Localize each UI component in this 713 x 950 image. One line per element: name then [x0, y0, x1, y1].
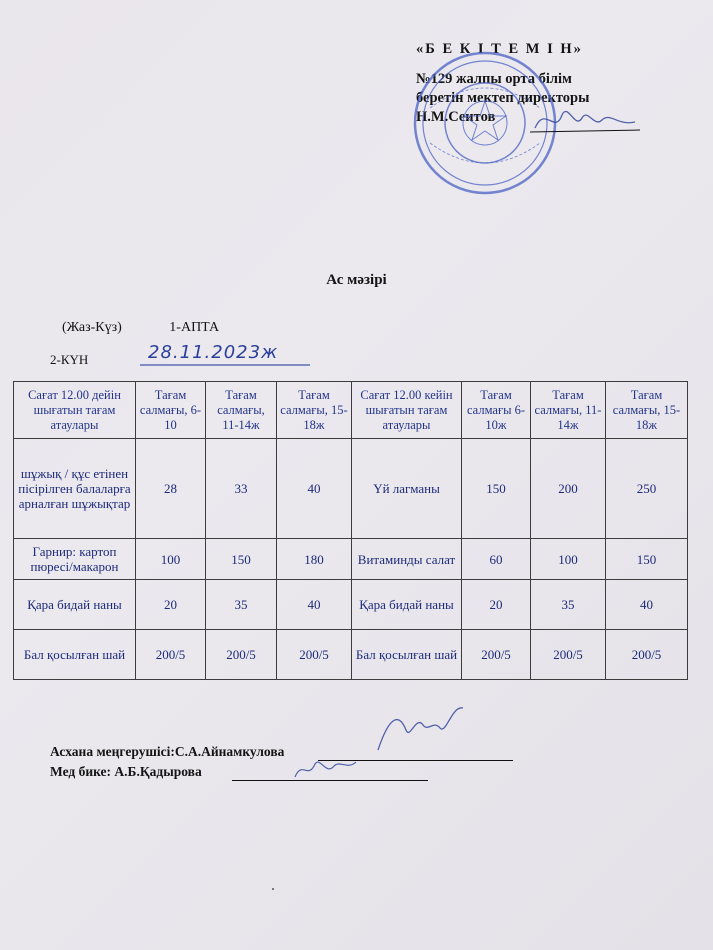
director-signature	[530, 100, 640, 140]
approval-heading: «Б Е К І Т Е М І Н»	[416, 41, 583, 57]
table-cell: 250	[606, 439, 688, 539]
handwritten-date: 28.11.2023ж	[148, 342, 279, 363]
table-cell: 40	[277, 439, 352, 539]
week-label: 1-АПТА	[169, 320, 220, 335]
table-cell: 35	[531, 580, 606, 630]
cook-line: Асхана меңгерушісі:С.А.Айнамкулова	[50, 744, 285, 759]
header-cell: Сағат 12.00 дейін шығатын тағам атаулары	[14, 382, 136, 439]
table-cell: 28	[136, 439, 206, 539]
table-cell: 150	[606, 539, 688, 580]
nurse-signature-line	[232, 780, 428, 781]
header-cell: Тағам салмағы, 11-14ж	[531, 382, 606, 439]
table-cell: Витаминды салат	[352, 539, 462, 580]
season-week-line	[62, 320, 219, 336]
table-cell: Гарнир: картоп пюресі/макарон	[14, 539, 136, 580]
table-row	[14, 439, 688, 539]
table-cell: Үй лагманы	[352, 439, 462, 539]
table-cell: Бал қосылған шай	[14, 630, 136, 680]
table-cell: Қара бидай наны	[352, 580, 462, 630]
table-cell: 100	[136, 539, 206, 580]
table-cell: 200/5	[206, 630, 277, 680]
table-cell: 200/5	[606, 630, 688, 680]
page-speck	[272, 888, 274, 890]
table-cell: шұжық / құс етінен пісірілген балаларға арналған шұжықтар	[14, 439, 136, 539]
table-cell: 35	[206, 580, 277, 630]
table-cell: 200/5	[277, 630, 352, 680]
table-cell: 40	[277, 580, 352, 630]
cook-signature	[368, 700, 468, 760]
table-cell: Қара бидай наны	[14, 580, 136, 630]
table-cell: 33	[206, 439, 277, 539]
table-cell: 100	[531, 539, 606, 580]
table-cell: 20	[136, 580, 206, 630]
date-underline	[140, 364, 310, 366]
nurse-line: Мед бике: А.Б.Қадырова	[50, 764, 202, 779]
table-cell: 60	[462, 539, 531, 580]
header-cell: Тағам салмағы, 15-18ж	[606, 382, 688, 439]
table-row	[14, 630, 688, 680]
header-cell: Тағам салмағы, 11-14ж	[206, 382, 277, 439]
header-cell: Тағам салмағы 6-10ж	[462, 382, 531, 439]
table-cell: 150	[206, 539, 277, 580]
approval-line-position: беретін мектеп директоры	[416, 90, 590, 106]
season-label: (Жаз-Күз)	[62, 320, 122, 335]
day-label: 2-КҮН	[50, 352, 89, 367]
table-cell: 200/5	[531, 630, 606, 680]
header-cell: Тағам салмағы, 6-10	[136, 382, 206, 439]
table-cell: 180	[277, 539, 352, 580]
table-row	[14, 539, 688, 580]
header-cell: Сағат 12.00 кейін шығатын тағам атаулары	[352, 382, 462, 439]
table-cell: 200/5	[462, 630, 531, 680]
table-row	[14, 580, 688, 630]
table-cell: Бал қосылған шай	[352, 630, 462, 680]
page-title: Ас мәзірі	[326, 272, 387, 288]
table-cell: 20	[462, 580, 531, 630]
table-header-row	[14, 382, 688, 439]
header-cell: Тағам салмағы, 15-18ж	[277, 382, 352, 439]
menu-table	[13, 381, 688, 680]
table-cell: 200/5	[136, 630, 206, 680]
table-cell: 40	[606, 580, 688, 630]
approval-line-director: Н.М.Сеитов	[416, 109, 496, 125]
table-cell: 150	[462, 439, 531, 539]
approval-line-school: №129 жалпы орта білім	[416, 71, 572, 87]
table-cell: 200	[531, 439, 606, 539]
